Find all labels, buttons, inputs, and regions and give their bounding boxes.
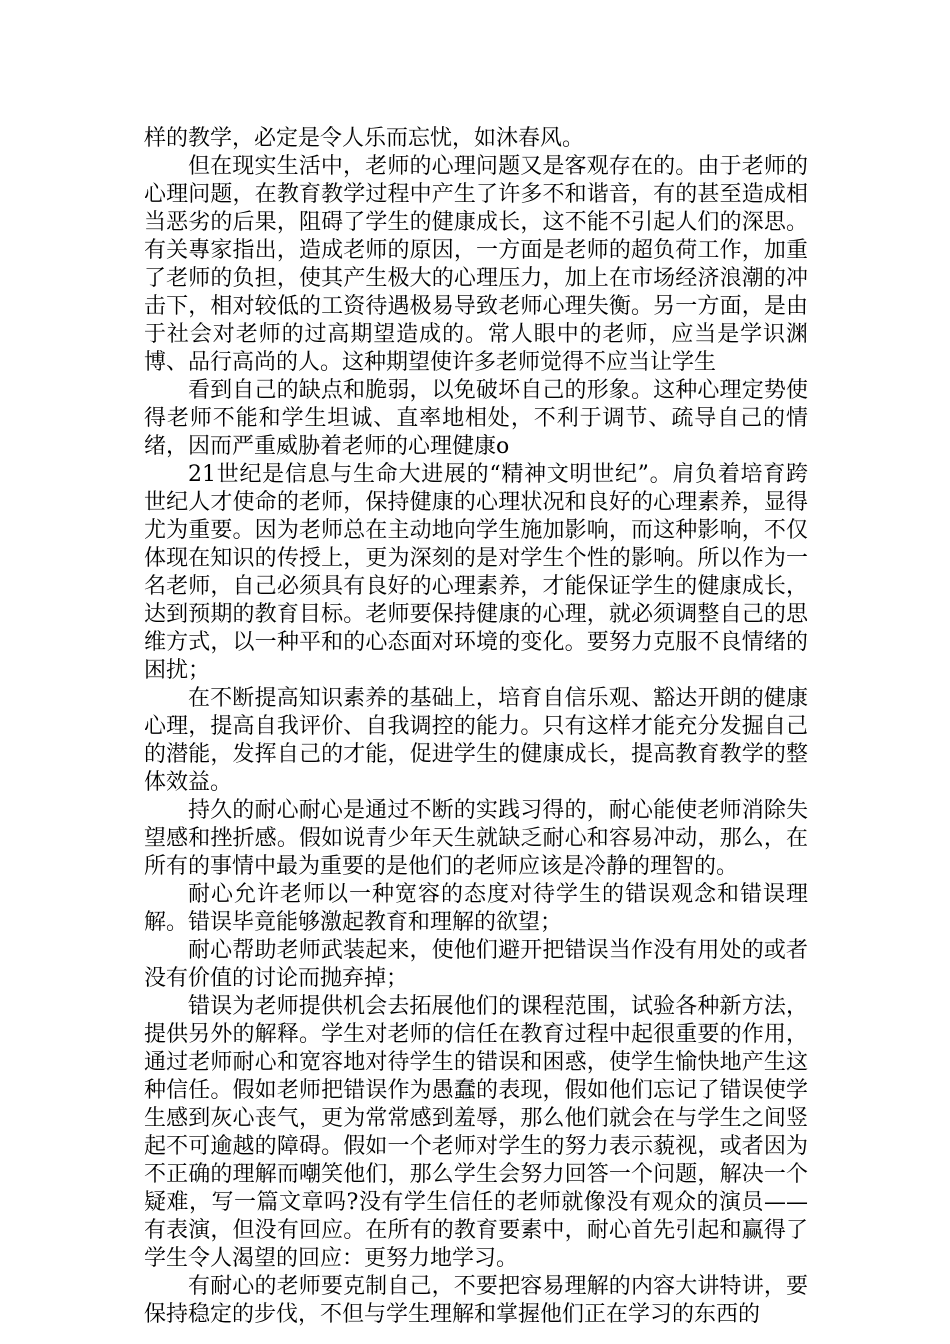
paragraph: 但在现实生活中，老师的心理问题又是客观存在的。由于老师的心理问题，在教育教学过程中产生了许多不和谐音，有的甚至造成相当恶劣的后果，阻碍了学生的健康成长，这不能不引起人们的深思。有关專家指出，造成老师的原因，一方面是老师的超负荷工作，加重了老师的负担，使其产生极大的心理压力，加上在市场经济浪潮的冲击下，相对较低的工资待遇极易导致老师心理失衡。另一方面，是由于社会对老师的过高期望造成的。常人眼中的老师，应当是学识渊博、品行高尚的人。这种期望使许多老师觉得不应当让学生 bbox=[144, 154, 808, 375]
document-body bbox=[144, 125, 808, 1329]
paragraph: 在不断提高知识素养的基础上，培育自信乐观、豁达开朗的健康心理，提高自我评价、自我调控的能力。只有这样才能充分发掘自己的潜能，发挥自己的才能，促进学生的健康成长，提高教育教学的整体效益。 bbox=[144, 686, 808, 795]
paragraph: 有耐心的老师要克制自己，不要把容易理解的内容大讲特讲，要保持稳定的步伐，不但与学生理解和掌握他们正在学习的东西的 bbox=[144, 1274, 808, 1327]
paragraph: 耐心允许老师以一种宽容的态度对待学生的错误观念和错误理解。错误毕竟能够激起教育和理解的欲望； bbox=[144, 882, 808, 935]
paragraph: 持久的耐心耐心是通过不断的实践习得的，耐心能使老师消除失望感和挫折感。假如说青少年天生就缺乏耐心和容易冲动，那么，在所有的事情中最为重要的是他们的老师应该是冷静的理智的。 bbox=[144, 798, 808, 879]
paragraph: 耐心帮助老师武装起来，使他们避开把错误当作没有用处的或者没有价值的讨论而抛弃掉； bbox=[144, 938, 808, 991]
paragraph: 看到自己的缺点和脆弱，以免破坏自己的形象。这种心理定势使得老师不能和学生坦诚、直率地相处，不利于调节、疏导自己的情绪，因而严重威胁着老师的心理健康o bbox=[144, 378, 808, 459]
paragraph: 21世纪是信息与生命大进展的“精神文明世纪”。肩负着培育跨世纪人才使命的老师，保持健康的心理状况和良好的心理素养，显得尤为重要。因为老师总在主动地向学生施加影响，而这种影响，不仅体现在知识的传授上，更为深刻的是对学生个性的影响。所以作为一名老师，自己必须具有良好的心理素养，才能保证学生的健康成长，达到预期的教育目标。老师要保持健康的心理，就必须调整自己的思维方式，以一种平和的心态面对环境的变化。要努力克服不良情绪的困扰； bbox=[144, 462, 808, 683]
paragraph: 错误为老师提供机会去拓展他们的课程范围，试验各种新方法，提供另外的解释。学生对老师的信任在教育过程中起很重要的作用，通过老师耐心和宽容地对待学生的错误和困惑，使学生愉快地产生这种信任。假如老师把错误作为愚蠢的表现，假如他们忘记了错误使学生感到灰心丧气，更为常常感到羞辱，那么他们就会在与学生之间竖起不可逾越的障碍。假如一个老师对学生的努力表示藐视，或者因为不正确的理解而嘲笑他们，那么学生会努力回答一个问题，解决一个疑难，写一篇文章吗?没有学生信任的老师就像没有观众的演员——有表演，但没有回应。在所有的教育要素中，耐心首先引起和赢得了学生令人渴望的回应：更努力地学习。 bbox=[144, 994, 808, 1271]
paragraph-continuation: 样的教学，必定是令人乐而忘忧，如沐春风。 bbox=[144, 126, 585, 151]
